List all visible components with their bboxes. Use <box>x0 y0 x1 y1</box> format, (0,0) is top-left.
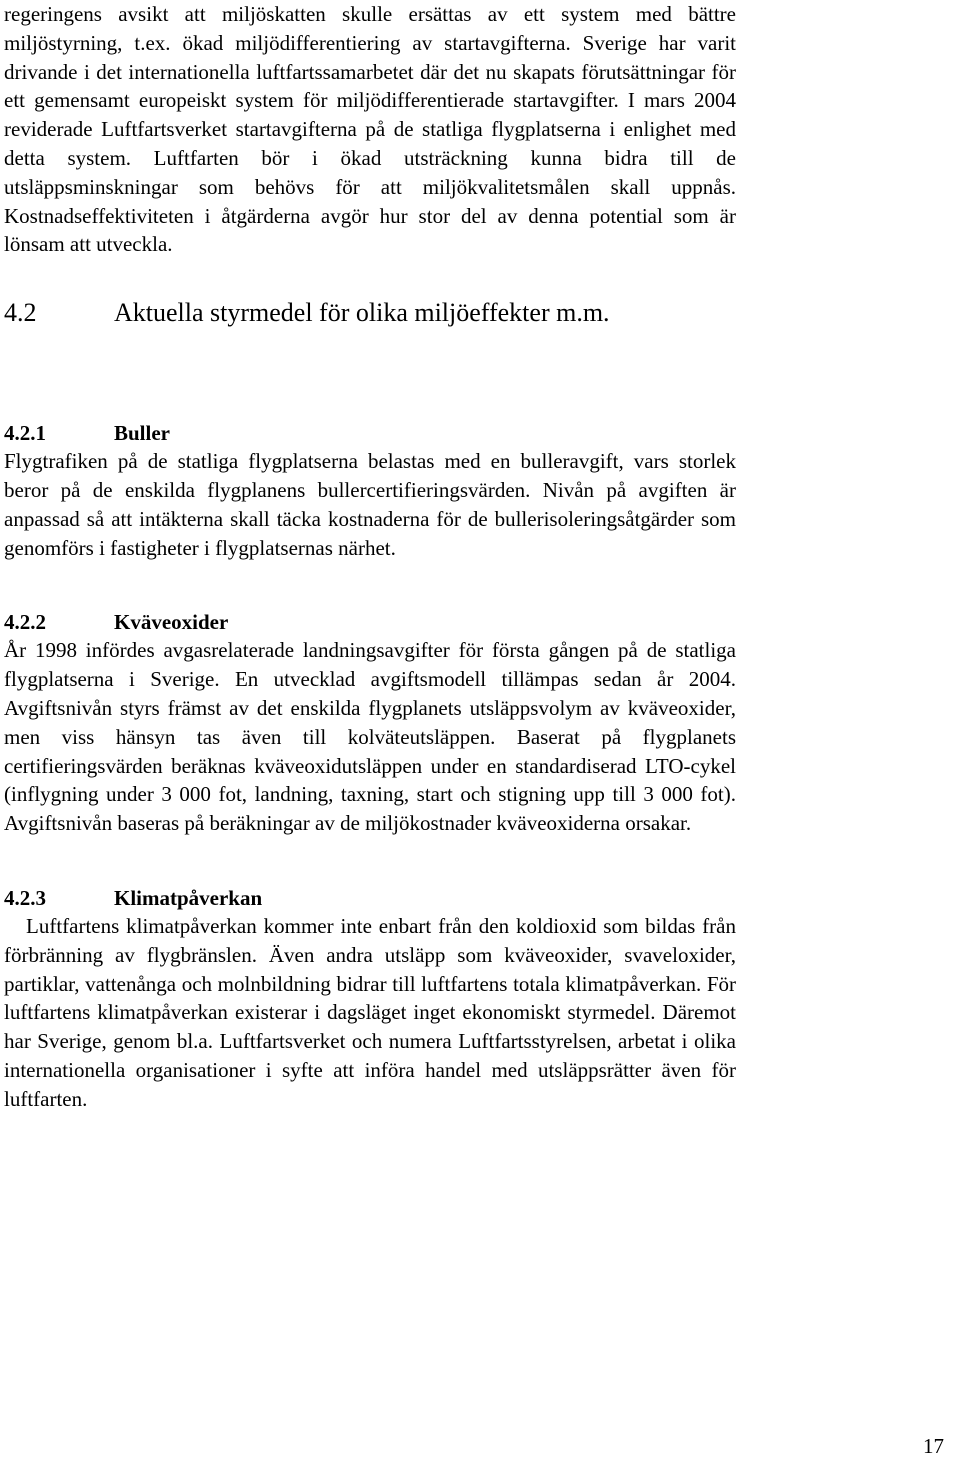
section-title: Klimatpåverkan <box>114 885 263 910</box>
section-title: Buller <box>114 421 170 446</box>
section-number: 4.2.3 <box>4 885 46 910</box>
page-number: 17 <box>923 1434 944 1458</box>
section-body-buller: Flygtrafiken på de statliga flygplatserna belastas med en bulleravgift, vars storlek beror på de enskilda flygplanens bullercertifieringsvärden. Nivån på avgiften är anpassad så att intäkterna skall täcka kostnaderna för de bullerisoleringsåtgärder som genomförs i fastigheter i flygplatsernas närhet. <box>4 449 736 560</box>
section-body-kvaveoxider: År 1998 infördes avgasrelaterade landningsavgifter för första gången på de statliga flygplatserna i Sverige. En utvecklad avgiftsmodell tillämpas sedan år 2004. Avgiftsnivån styrs främst av det enskilda flygplanets utsläppsvolym av kväveoxider, men viss hänsyn tas även till kolväteutsläppen. Baserat på flygplanets certifieringsvärden beräknas kväveoxidutsläppen under en standardiserad LTO-cykel (inflygning under 3 000 fot, landning, taxning, start och stigning upp till 3 000 fot). Avgiftsnivån baseras på beräkningar av de miljökostnader kväveoxiderna orsakar. <box>4 638 736 836</box>
section-body-klimatpaverkan: Luftfartens klimatpåverkan kommer inte enbart från den koldioxid som bildas från förbränning av flygbränslen. Även andra utsläpp som kväveoxider, svaveloxider, partiklar, vattenånga och molnbildning bidrar till luftfartens totala klimatpåverkan. För luftfartens klimatpåverkan existerar i dagsläget inget ekonomiskt styrmedel. Däremot har Sverige, genom bl.a. Luftfartsverket och numera Luftfartsstyrelsen, arbetat i olika internationella organisationer i syfte att införa handel med utsläppsrätter även för luftfarten. <box>4 913 736 1111</box>
section-number: 4.2 <box>4 298 37 328</box>
section-number: 4.2.2 <box>4 610 46 635</box>
section-heading-4-2-1 <box>4 419 736 447</box>
document-page <box>4 0 736 1114</box>
section-heading-4-2-2 <box>4 608 736 636</box>
section-heading-4-2-3 <box>4 884 736 912</box>
section-number: 4.2.1 <box>4 421 46 446</box>
section-title: Kväveoxider <box>114 610 229 635</box>
section-heading-4-2 <box>4 295 736 331</box>
intro-paragraph: regeringens avsikt att miljöskatten skulle ersättas av ett system med bättre miljöstyrning, t.ex. ökad miljödifferentiering av startavgifterna. Sverige har varit drivande i det internationella luftfartssamarbetet där det nu skapats förutsättningar för ett gemensamt europeiskt system för miljödifferentierade startavgifter. I mars 2004 reviderade Luftfartsverket startavgifterna på de statliga flygplatserna i enlighet med detta system. Luftfarten bör i ökad utsträckning kunna bidra till de utsläppsminskningar som behövs för att miljökvalitetsmålen skall uppnås. Kostnadseffektiviteten i åtgärderna avgör hur stor del av denna potential som är lönsam att utveckla. <box>4 2 736 257</box>
section-title: Aktuella styrmedel för olika miljöeffekter m.m. <box>114 298 610 328</box>
